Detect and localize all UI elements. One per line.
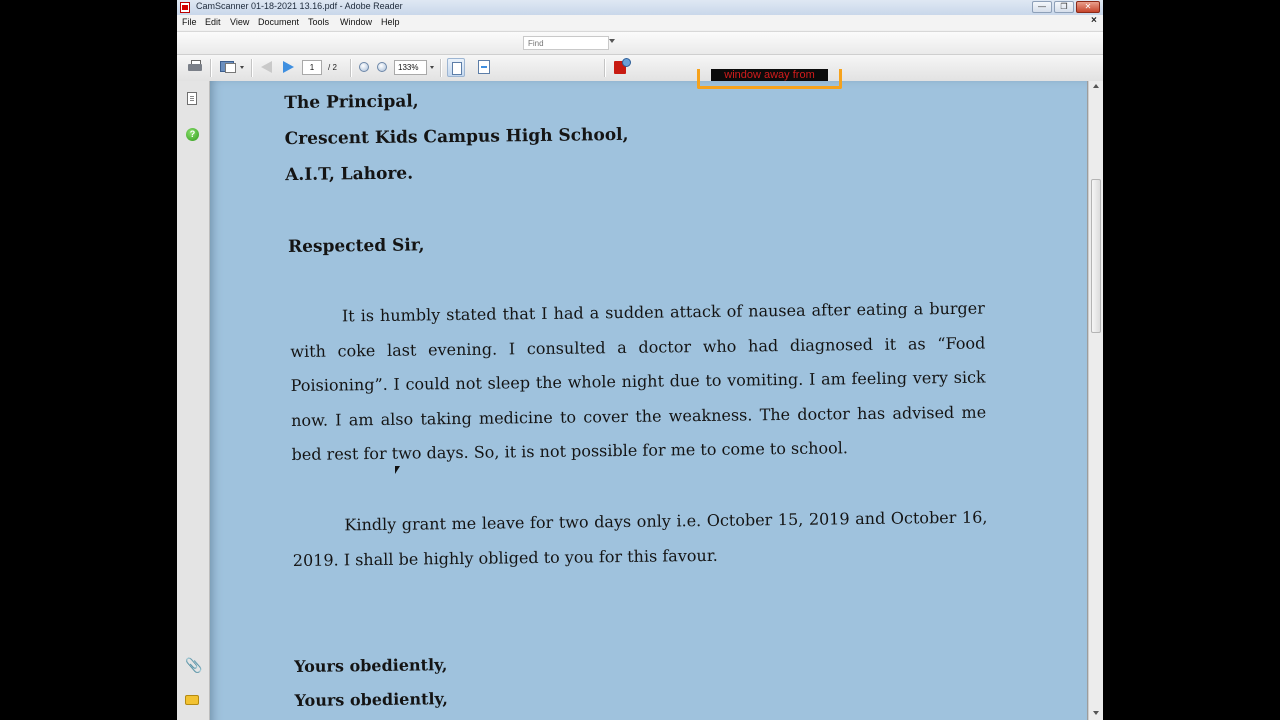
comments-icon[interactable] <box>185 695 199 705</box>
previous-page-icon[interactable] <box>261 61 272 73</box>
zoom-out-icon[interactable] <box>359 62 369 72</box>
menu-file[interactable]: File <box>182 17 197 27</box>
fit-page-button[interactable] <box>447 58 465 77</box>
email-chevron-down-icon[interactable] <box>240 66 244 69</box>
vertical-scrollbar[interactable] <box>1088 81 1103 720</box>
toolbar-divider <box>604 59 606 77</box>
menu-tools[interactable]: Tools <box>308 17 330 27</box>
next-page-icon[interactable] <box>283 61 294 73</box>
minimize-button[interactable]: — <box>1032 1 1052 13</box>
menu-document[interactable]: Document <box>258 17 300 27</box>
scanned-letter <box>210 81 1088 720</box>
menu-window[interactable]: Window <box>340 17 373 27</box>
scroll-thumb[interactable] <box>1091 179 1101 333</box>
toolbar-divider <box>350 59 352 77</box>
close-window-button[interactable]: ✕ <box>1076 1 1100 13</box>
menu-edit[interactable]: Edit <box>205 17 221 27</box>
adobe-reader-window <box>177 0 1103 720</box>
toolbar-divider <box>251 59 253 77</box>
scroll-up-icon[interactable] <box>1093 84 1099 88</box>
print-icon[interactable] <box>188 60 202 72</box>
document-viewport[interactable] <box>210 81 1088 720</box>
pages-panel-icon[interactable] <box>187 92 197 105</box>
title-bar <box>177 0 1103 16</box>
page-number-input[interactable]: 1 <box>302 60 322 75</box>
zoom-in-icon[interactable] <box>377 62 387 72</box>
attachments-icon[interactable]: 📎 <box>185 657 203 673</box>
caption-highlight-box <box>697 69 842 89</box>
find-options-chevron-down-icon[interactable] <box>609 39 615 43</box>
menu-view[interactable]: View <box>230 17 250 27</box>
help-icon[interactable]: ? <box>186 128 199 141</box>
pdf-page <box>210 81 1087 720</box>
salutation: Respected Sir, <box>287 235 425 258</box>
closing-line: Yours obediently, <box>294 655 448 677</box>
address-line-recipient: The Principal, <box>284 91 419 114</box>
close-document-icon[interactable]: × <box>1091 15 1097 26</box>
address-line-city: A.I.T, Lahore. <box>285 163 414 186</box>
email-icon[interactable] <box>220 60 234 72</box>
window-title: CamScanner 01-18-2021 13.16.pdf - Adobe Reader <box>196 1 403 11</box>
mouse-cursor-icon <box>395 466 400 474</box>
fit-width-icon[interactable] <box>478 60 490 74</box>
body-paragraph-1: It is humbly stated that I had a sudden attack of nausea after eating a burger with coke last evening. I consulted a doctor who had diagnosed it as “Food Poisioning”. I could not sleep the whole night due to vomiting. I am feeling very sick now. I am also taking medicine to cover the weakness. The doctor has advised me bed rest for two days. So, it is not possible for me to come to school. <box>290 298 987 465</box>
body-paragraph-2: Kindly grant me leave for two days only i.e. October 15, 2019 and October 16, 2019. I shall be highly obliged to you for this favour. <box>292 507 988 570</box>
find-toolbar <box>177 31 1103 54</box>
adobe-reader-app-icon <box>180 2 190 13</box>
main-toolbar <box>177 54 1103 82</box>
page-total-label: / 2 <box>328 63 337 72</box>
closing-line: Yours obediently, <box>294 689 448 711</box>
zoom-chevron-down-icon[interactable] <box>430 66 434 69</box>
toolbar-divider <box>210 59 212 77</box>
caption-text: window away from <box>711 69 828 81</box>
acrobat-icon[interactable] <box>614 61 626 74</box>
scroll-down-icon[interactable] <box>1093 711 1099 715</box>
toolbar-divider <box>440 59 442 77</box>
find-input[interactable] <box>523 36 609 50</box>
fit-page-icon <box>452 62 462 75</box>
menu-bar <box>177 15 1103 30</box>
navigation-pane <box>177 81 210 720</box>
menu-help[interactable]: Help <box>381 17 400 27</box>
address-line-school: Crescent Kids Campus High School, <box>284 124 629 150</box>
zoom-level-input[interactable]: 133% <box>394 60 427 75</box>
restore-button[interactable]: ❐ <box>1054 1 1074 13</box>
